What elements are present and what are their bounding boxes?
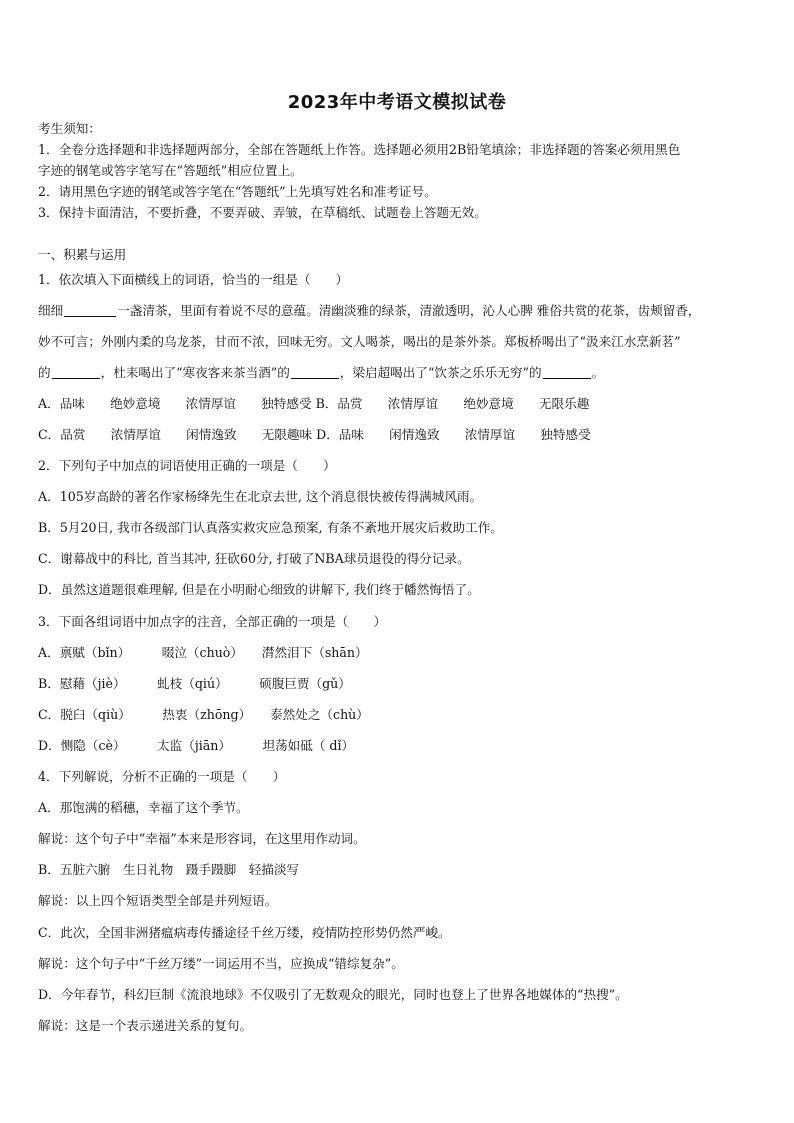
q4-option-a: A．那饱满的稻穗，幸福了这个季节。 bbox=[38, 800, 249, 815]
notice-item-3: 3．保持卡面清洁，不要折叠，不要弄破、弄皱，在草稿纸、试题卷上答题无效。 bbox=[38, 205, 487, 220]
q4-explanation-d: 解说：这是一个表示递进关系的复句。 bbox=[38, 1018, 253, 1033]
notice-item-1-cont: 字迹的钢笔或答字笔写在“答题纸”相应位置上。 bbox=[38, 163, 303, 178]
q1-passage-line-2: 妙不可言；外刚内柔的乌龙茶，甘而不浓，回味无穷。文人喝茶，喝出的是茶外茶。郑板桥喝出了“汲来江水烹新茗” bbox=[38, 334, 681, 349]
q2-option-d: D．虽然这道题很难理解, 但是在小明耐心细致的讲解下, 我们终于幡然悔悟了。 bbox=[38, 582, 480, 597]
q4-explanation-a: 解说：这个句子中“幸福”本来是形容词，在这里用作动词。 bbox=[38, 831, 366, 846]
notice-item-1: 1．全卷分选择题和非选择题两部分，全部在答题纸上作答。选择题必须用2B铅笔填涂；非选择题的答案必须用黑色 bbox=[38, 142, 681, 157]
q2-stem: 2．下列句子中加点的词语使用正确的一项是（ ） bbox=[38, 458, 336, 473]
q3-option-d: D．恻隐（cè） 太监（jiān） 坦荡如砥（ dǐ） bbox=[38, 738, 355, 753]
notice-heading: 考生须知： bbox=[38, 121, 101, 136]
q4-explanation-b: 解说：以上四个短语类型全部是并列短语。 bbox=[38, 893, 278, 908]
q1-text: 细细 bbox=[38, 303, 64, 318]
q2-option-b: B．5月20日, 我市各级部门认真落实救灾应急预案, 有条不紊地开展灾后救助工作。 bbox=[38, 520, 503, 535]
q3-stem: 3．下面各组词语中加点字的注音，全部正确的一项是（ ） bbox=[38, 614, 387, 629]
q2-option-c: C．谢幕战中的科比, 首当其冲, 狂砍60分, 打破了NBA球员退役的得分记录。 bbox=[38, 551, 470, 566]
fill-blank-1 bbox=[64, 304, 116, 317]
q1-text: 的 bbox=[38, 365, 51, 380]
fill-blank-4 bbox=[543, 366, 591, 379]
q1-text: 一盏清茶，里面有着说不尽的意蕴。清幽淡雅的绿茶，清澈透明，沁人心脾 雅俗共赏的花茶，齿颊留香， bbox=[117, 303, 701, 318]
q1-text: ，梁启超喝出了“饮茶之乐乐无穷”的 bbox=[339, 365, 542, 380]
q3-option-b: B．慰藉（jiè） 虬枝（qiú） 硕腹巨贾（gǔ） bbox=[38, 676, 351, 691]
page-title: 2023年中考语文模拟试卷 bbox=[287, 92, 507, 113]
q4-option-b: B．五脏六腑 生日礼物 蹑手蹑脚 轻描淡写 bbox=[38, 862, 300, 877]
q4-stem: 4．下列解说，分析不正确的一项是（ ） bbox=[38, 769, 286, 784]
q3-option-c: C．脱臼（qiù） 热衷（zhōng） 泰然处之（chù） bbox=[38, 707, 369, 722]
q1-text: 。 bbox=[591, 365, 605, 380]
q1-options-cd: C．品赏 浓情厚谊 闲情逸致 无限趣味 D．品味 闲情逸致 浓情厚谊 独特感受 bbox=[38, 427, 591, 442]
q2-option-a: A．105岁高龄的著名作家杨绛先生在北京去世, 这个消息很快被传得满城风雨。 bbox=[38, 489, 483, 504]
fill-blank-3 bbox=[291, 366, 339, 379]
q3-option-a: A．禀赋（bǐn） 啜泣（chuò） 潸然泪下（shān） bbox=[38, 645, 368, 660]
section-heading: 一、积累与运用 bbox=[38, 247, 127, 262]
q1-passage-line-1 bbox=[38, 303, 758, 319]
q1-stem: 1．依次填入下面横线上的词语，恰当的一组是（ ） bbox=[38, 272, 349, 287]
q4-explanation-c: 解说：这个句子中“千丝万缕”一词运用不当，应换成“错综复杂”。 bbox=[38, 956, 404, 971]
q1-options-ab: A．品味 绝妙意境 浓情厚谊 独特感受 B．品赏 浓情厚谊 绝妙意境 无限乐趣 bbox=[38, 396, 590, 411]
q4-option-c: C．此次，全国非洲猪瘟病毒传播途径千丝万缕，疫情防控形势仍然严峻。 bbox=[38, 925, 451, 940]
notice-item-2: 2．请用黑色字迹的钢笔或答字笔在“答题纸”上先填写姓名和准考证号。 bbox=[38, 184, 437, 199]
q4-option-d: D．今年春节，科幻巨制《流浪地球》不仅吸引了无数观众的眼光，同时也登上了世界各地媒体的“热搜”。 bbox=[38, 987, 628, 1002]
q1-text: ，杜耒喝出了“寒夜客来茶当酒”的 bbox=[100, 365, 290, 380]
fill-blank-2 bbox=[52, 366, 100, 379]
q1-passage-line-3 bbox=[38, 365, 758, 381]
